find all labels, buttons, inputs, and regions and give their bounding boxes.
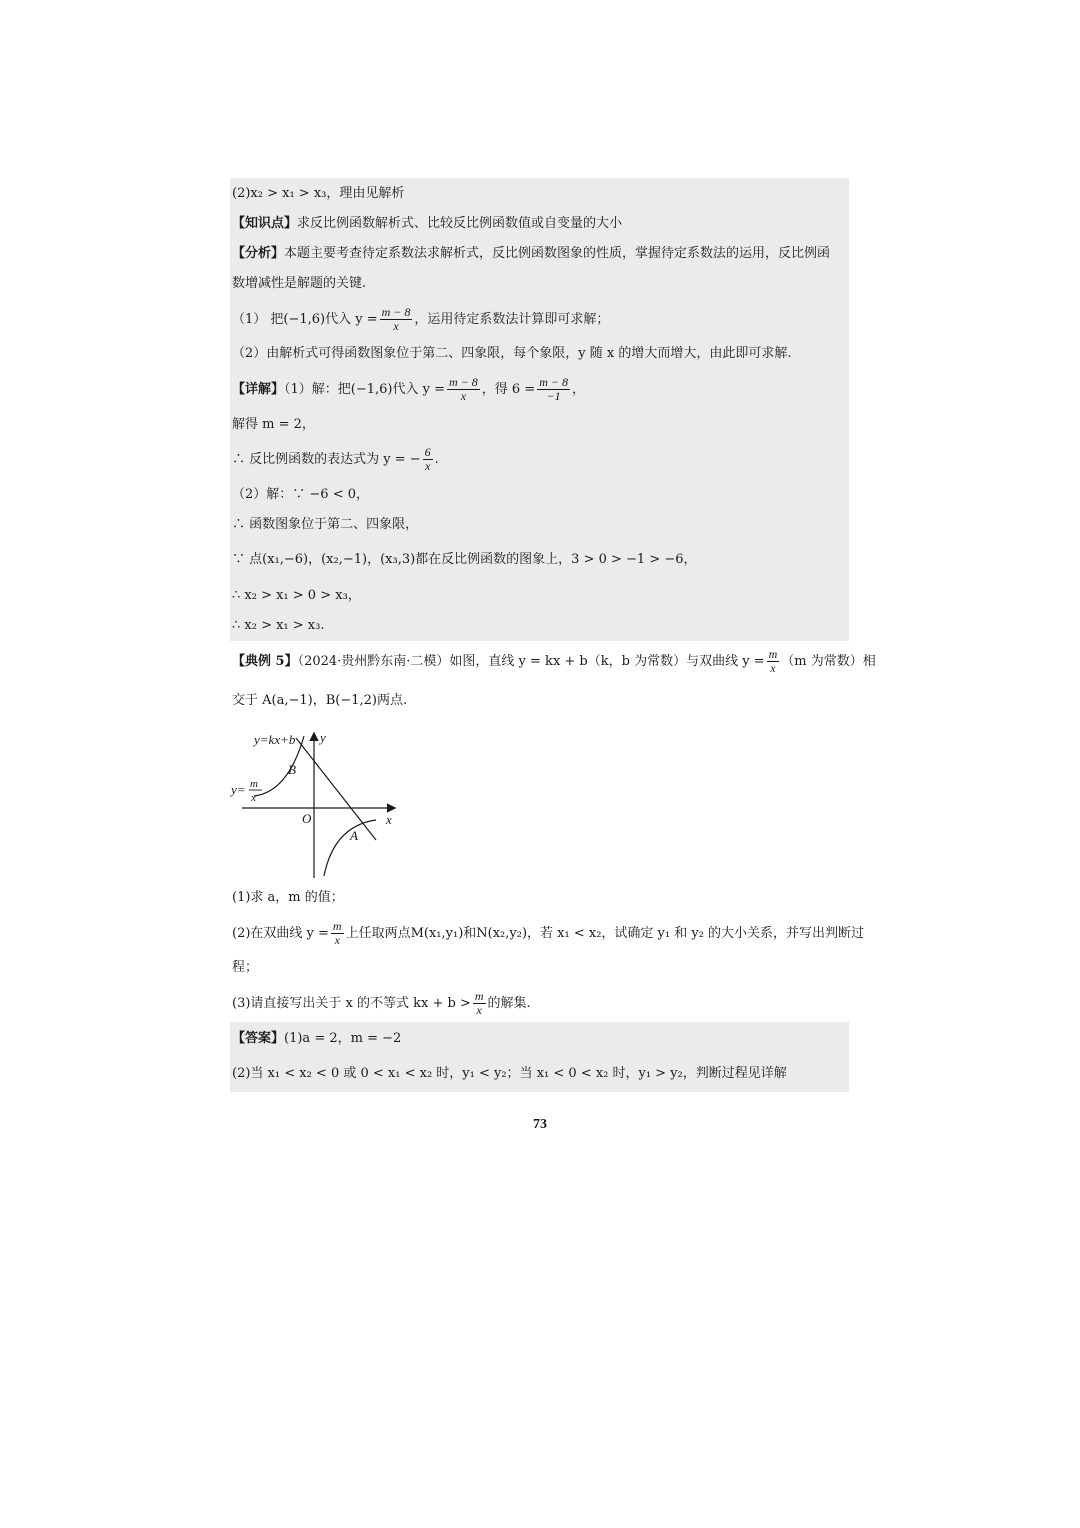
answer-line-2: (2)当 x₁ < x₂ < 0 或 0 < x₁ < x₂ 时，y₁ < y₂；当 x₁ < 0 < x₂ 时，y₁ > y₂，判断过程见详解 (232, 1066, 787, 1081)
analysis-line-2: 数增减性是解题的关键. (232, 276, 367, 291)
fraction (423, 446, 433, 473)
fraction-denominator: x (393, 319, 399, 333)
fraction (473, 990, 486, 1017)
analysis-line-1 (232, 245, 844, 263)
fraction-denominator: x (476, 1003, 482, 1017)
fraction-denominator: x (334, 933, 340, 947)
fraction (447, 376, 480, 403)
question-2-pre: (2)在双曲线 y = (232, 926, 329, 941)
example5-line-1 (232, 647, 876, 676)
detail-line-7: ∴ x₂ > x₁ > 0 > x₃， (232, 588, 361, 603)
prev-answer-2: (2)x₂ > x₁ > x₃，理由见解析 (232, 186, 405, 201)
analysis-part-1 (232, 306, 844, 334)
detail-line-3 (232, 446, 844, 474)
fraction-numerator: m − 8 (381, 305, 411, 319)
answer-label: 【答案】 (232, 1031, 285, 1046)
fraction-numerator: m − 8 (449, 375, 478, 389)
origin-label: O (302, 811, 312, 826)
point-a-label: A (350, 828, 358, 843)
function-graph-figure (228, 726, 408, 881)
question-1: (1)求 a，m 的值； (232, 890, 344, 905)
answer-line-1 (232, 1030, 844, 1048)
fraction-numerator: 6 (424, 445, 431, 459)
fraction (380, 306, 413, 333)
curve-label-numerator: m (250, 778, 258, 790)
fraction-numerator: m (768, 647, 778, 661)
fraction (331, 920, 344, 947)
knowledge-point-text: 求反比例函数解析式、比较反比例函数值或自变量的大小 (297, 216, 623, 231)
fraction-numerator: m (332, 919, 342, 933)
analysis-part-2: （2）由解析式可得函数图象位于第二、四象限，每个象限，y 随 x 的增大而增大，由此即可求解. (232, 346, 792, 361)
analysis-part-1-post: ，运用待定系数法计算即可求解； (414, 312, 610, 327)
fraction-numerator: m − 8 (539, 375, 568, 389)
fraction (767, 648, 780, 675)
fraction-denominator: x (460, 389, 467, 403)
detail-line-8: ∴ x₂ > x₁ > x₃. (232, 618, 325, 633)
question-2-continued: 程； (232, 960, 259, 975)
question-3-post: 的解集. (487, 996, 531, 1011)
question-3 (232, 990, 844, 1018)
y-axis-label: y (320, 730, 326, 745)
page-number: 73 (533, 1117, 547, 1132)
detail-3-pre: ∴ 反比例函数的表达式为 y = − (232, 452, 421, 467)
knowledge-point-label: 【知识点】 (232, 216, 298, 231)
example5-text-pre: （2024·贵州黔东南·二模）如图，直线 y = kx + b（k，b 为常数）与双曲线 y = (297, 654, 765, 669)
question-2-post: 上任取两点M(x₁,y₁)和N(x₂,y₂)，若 x₁ < x₂，试确定 y₁ 和 y₂ 的大小关系，并写出判断过 (345, 926, 865, 941)
fraction-denominator: x (425, 459, 431, 473)
fraction-denominator: −1 (546, 389, 561, 403)
detail-line-4: （2）解：∵ −6 < 0， (232, 487, 369, 502)
answer-1: (1)a = 2，m = −2 (284, 1031, 402, 1046)
point-b-label: B (288, 762, 296, 777)
example5-label: 【典例 5】 (232, 654, 298, 669)
curve-label-denominator: x (251, 792, 256, 804)
detail-line-1 (232, 376, 844, 404)
detail-1-post: ， (571, 382, 585, 397)
curve-label-prefix: y= (231, 782, 246, 797)
detail-line-5: ∴ 函数图象位于第二、四象限， (232, 517, 419, 532)
fraction-numerator: m (474, 989, 484, 1003)
fraction (537, 376, 570, 403)
line-label: y=kx+b (254, 732, 296, 747)
detail-3-post: . (434, 452, 439, 467)
example5-line-2: 交于 A(a,−1)，B(−1,2)两点. (232, 693, 408, 708)
detail-1-pre: （1）解：把(−1,6)代入 y = (284, 382, 445, 397)
analysis-text-1: 本题主要考查待定系数法求解析式，反比例函数图象的性质，掌握待定系数法的运用，反比例函 (284, 246, 831, 261)
detail-line-2: 解得 m = 2， (232, 417, 315, 432)
x-axis-label: x (386, 812, 392, 827)
detail-1-mid: ，得 6 = (481, 382, 536, 397)
analysis-part-1-pre: （1） 把(−1,6)代入 y = (232, 312, 378, 327)
knowledge-point-line (232, 215, 844, 233)
question-2 (232, 919, 865, 948)
question-3-pre: (3)请直接写出关于 x 的不等式 kx + b > (232, 996, 471, 1011)
example5-text-post: （m 为常数）相 (781, 654, 876, 669)
analysis-label: 【分析】 (232, 246, 285, 261)
detail-label: 【详解】 (232, 382, 285, 397)
detail-line-6: ∵ 点(x₁,−6)，(x₂,−1)，(x₃,3)都在反比例函数的图象上，3 > 0 > −1 > −6， (232, 552, 697, 567)
fraction-denominator: x (770, 661, 776, 675)
